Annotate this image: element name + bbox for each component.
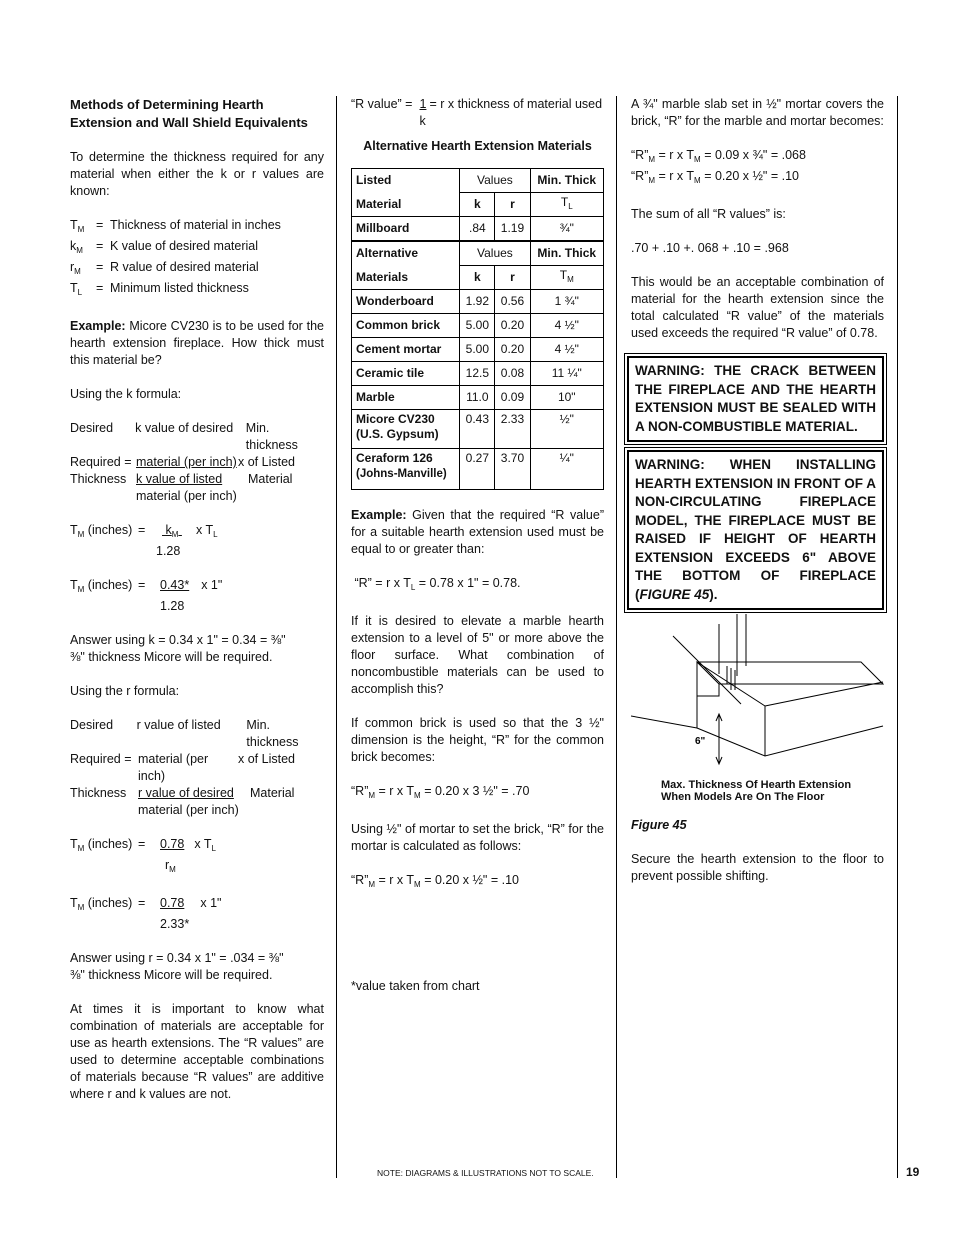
column-divider-2 [616, 96, 617, 1178]
sum-equation: .70 + .10 +. 068 + .10 = .968 [631, 241, 789, 255]
column-3 [631, 96, 884, 885]
mortar-equation-2: “$R”_M = r$ x $T_M = 0.20$ x ½" = .10 [631, 169, 799, 185]
intro-paragraph: To determine the thickness required for any material when either the k or r values are known: [70, 150, 324, 198]
r-formula: Desired r value of listed Min. thickness Required = material (per inch) x of Listed Thickness r value of desired Material material (per inch) [70, 718, 299, 817]
r-equation-1: $T_M$ (inches) = 0.78 x $T_L$ $r_M$ [70, 837, 216, 874]
table-row: Micore CV230 (U.S. Gypsum) 0.43 2.33 ½" [352, 410, 604, 449]
secure-paragraph: Secure the hearth extension to the floor to prevent possible shifting. [631, 852, 884, 883]
r-answer: Answer using r = 0.34 x 1" = .034 = ⅜" ⅜" thickness Micore will be required. [70, 951, 284, 982]
marble-paragraph: A ¾" marble slab set in ½" mortar covers the brick, “R” for the marble and mortar becomes: [631, 97, 884, 128]
table-row: Cement mortar 5.00 0.20 4 ½" [352, 338, 604, 362]
example-2-equation: “R” = r x $T_L = 0.78$ x 1" = 0.78. [354, 576, 521, 592]
materials-table: Listed Values Min. Thick Material k r $T_L$ Millboard .84 1.19 ¾" Alternative Values Min. Thick Materials k r $T_M$ Wonderboard 1.92 0.56 1 ¾" Common brick 5.00 0.20 4 ½" Cement mortar 5.00 0.20 4 ½" Ceramic tile 12.5 0.08 11 ¼" Marble 11.0 0.09 10" Micore CV230 (U.S. Gypsum) 0.43 2.33 ½" Ceraform 126 (Johns-Manville) 0.27 3.70 ¼" [351, 168, 604, 490]
figure-caption: Max. Thickness Of Hearth Extension When Models Are On The Floor [661, 779, 852, 803]
closing-paragraph: At times it is important to know what combination of materials are acceptable for use as hearth extensions. The “R values” are used to determine acceptable combinations of materials because “R values” are additive where r and k values are not. [70, 1002, 324, 1101]
brick-paragraph: If common brick is used so that the 3 ½" dimension is the height, “R” for the common brick becomes: [351, 716, 604, 764]
using-k-label: Using the k formula: [70, 387, 182, 401]
warning-raise-fireplace: WARNING: WHEN INSTALLING HEARTH EXTENSION IN FRONT OF A NON-CIRCULATING FIREPLACE MODEL, THE FIREPLACE MUST BE RAISED IF HEIGHT OF HEARTH EXTENSION EXCEEDS 6" ABOVE THE BOTTOM OF FIREPLACE (FIGURE 45). [627, 450, 884, 610]
k-formula: Desired k value of desired Min. thickness Required = material (per inch) x of Listed Thickness k value of listed Material material (per inch) [70, 421, 298, 503]
page-number: 19 [906, 1165, 920, 1179]
svg-text:6": 6" [695, 736, 706, 747]
k-answer: Answer using k = 0.34 x 1" = 0.34 = ⅜" ⅜" thickness Micore will be required. [70, 633, 286, 664]
example-paragraph: Example: Micore CV230 is to be used for the hearth extension fireplace. How thick must this material be? [70, 319, 324, 367]
scale-note: NOTE: DIAGRAMS & ILLUSTRATIONS NOT TO SCALE. [377, 1168, 594, 1178]
table-row: Ceramic tile 12.5 0.08 11 ¼" [352, 362, 604, 386]
section-heading: Methods of Determining Hearth Extension and Wall Shield Equivalents [70, 97, 308, 130]
column-2 [351, 96, 604, 995]
example-2-paragraph: Example: Given that the required “R value” for a suitable hearth extension used must be equal to or greater than: [351, 508, 604, 556]
k-equation-2: $T_M$ (inches) = 0.43* x 1" 1.28 [70, 578, 223, 613]
table-row: Millboard .84 1.19 ¾" [352, 217, 604, 242]
column-1 [70, 96, 324, 1103]
column-divider-3 [897, 96, 898, 1178]
elevate-paragraph: If it is desired to elevate a marble hearth extension to a level of 5" or more above the floor surface. What combination of noncombustible materials can be used to accomplish this? [351, 614, 604, 696]
table-row: Ceraform 126 (Johns-Manville) 0.27 3.70 ¼" [352, 449, 604, 490]
mortar-paragraph: Using ½" of mortar to set the brick, “R” for the mortar is calculated as follows: [351, 822, 604, 853]
r-value-definition: “R value” = $\frac{1}{k}$ = r x thickness of material used [351, 97, 603, 128]
column-divider-1 [336, 96, 337, 1178]
footnote: *value taken from chart [351, 979, 480, 993]
symbol-list: $T_M$ = Thickness of material in inches $k_M$ = K value of desired material $r_M$ = R value of desired material $T_L$ = Minimum listed thickness [70, 218, 281, 297]
k-equation-1: $T_M$ (inches) = $k_M$ x $T_L$ 1.28 [70, 523, 218, 558]
figure-label: Figure 45 [631, 818, 687, 832]
table-title: Alternative Hearth Extension Materials [363, 139, 592, 153]
table-row: Marble 11.0 0.09 10" [352, 386, 604, 410]
using-r-label: Using the r formula: [70, 684, 180, 698]
brick-equation: “$R”_M = r$ x $T_M = 0.20$ x 3 ½" = .70 [351, 784, 530, 800]
sum-label: The sum of all “R values” is: [631, 207, 786, 221]
marble-equation: “$R”_M = r$ x $T_M = 0.09$ x ¾" = .068 [631, 148, 806, 164]
warning-crack: WARNING: THE CRACK BETWEEN THE FIREPLACE AND THE HEARTH EXTENSION MUST BE SEALED WITH A NON-COMBUSTIBLE MATERIAL. [627, 356, 884, 442]
hearth-extension-figure [631, 614, 884, 779]
mortar-equation: “$R”_M = r$ x $T_M = 0.20$ x ½" = .10 [351, 873, 519, 889]
r-equation-2: $T_M$ (inches) = 0.78 x 1" 2.33* [70, 896, 222, 931]
acceptable-paragraph: This would be an acceptable combination of material for the hearth extension since the total calculated “R value” of the materials used exceeds the required “R value” of 0.78. [631, 275, 884, 340]
table-row: Wonderboard 1.92 0.56 1 ¾" [352, 290, 604, 314]
table-row: Common brick 5.00 0.20 4 ½" [352, 314, 604, 338]
